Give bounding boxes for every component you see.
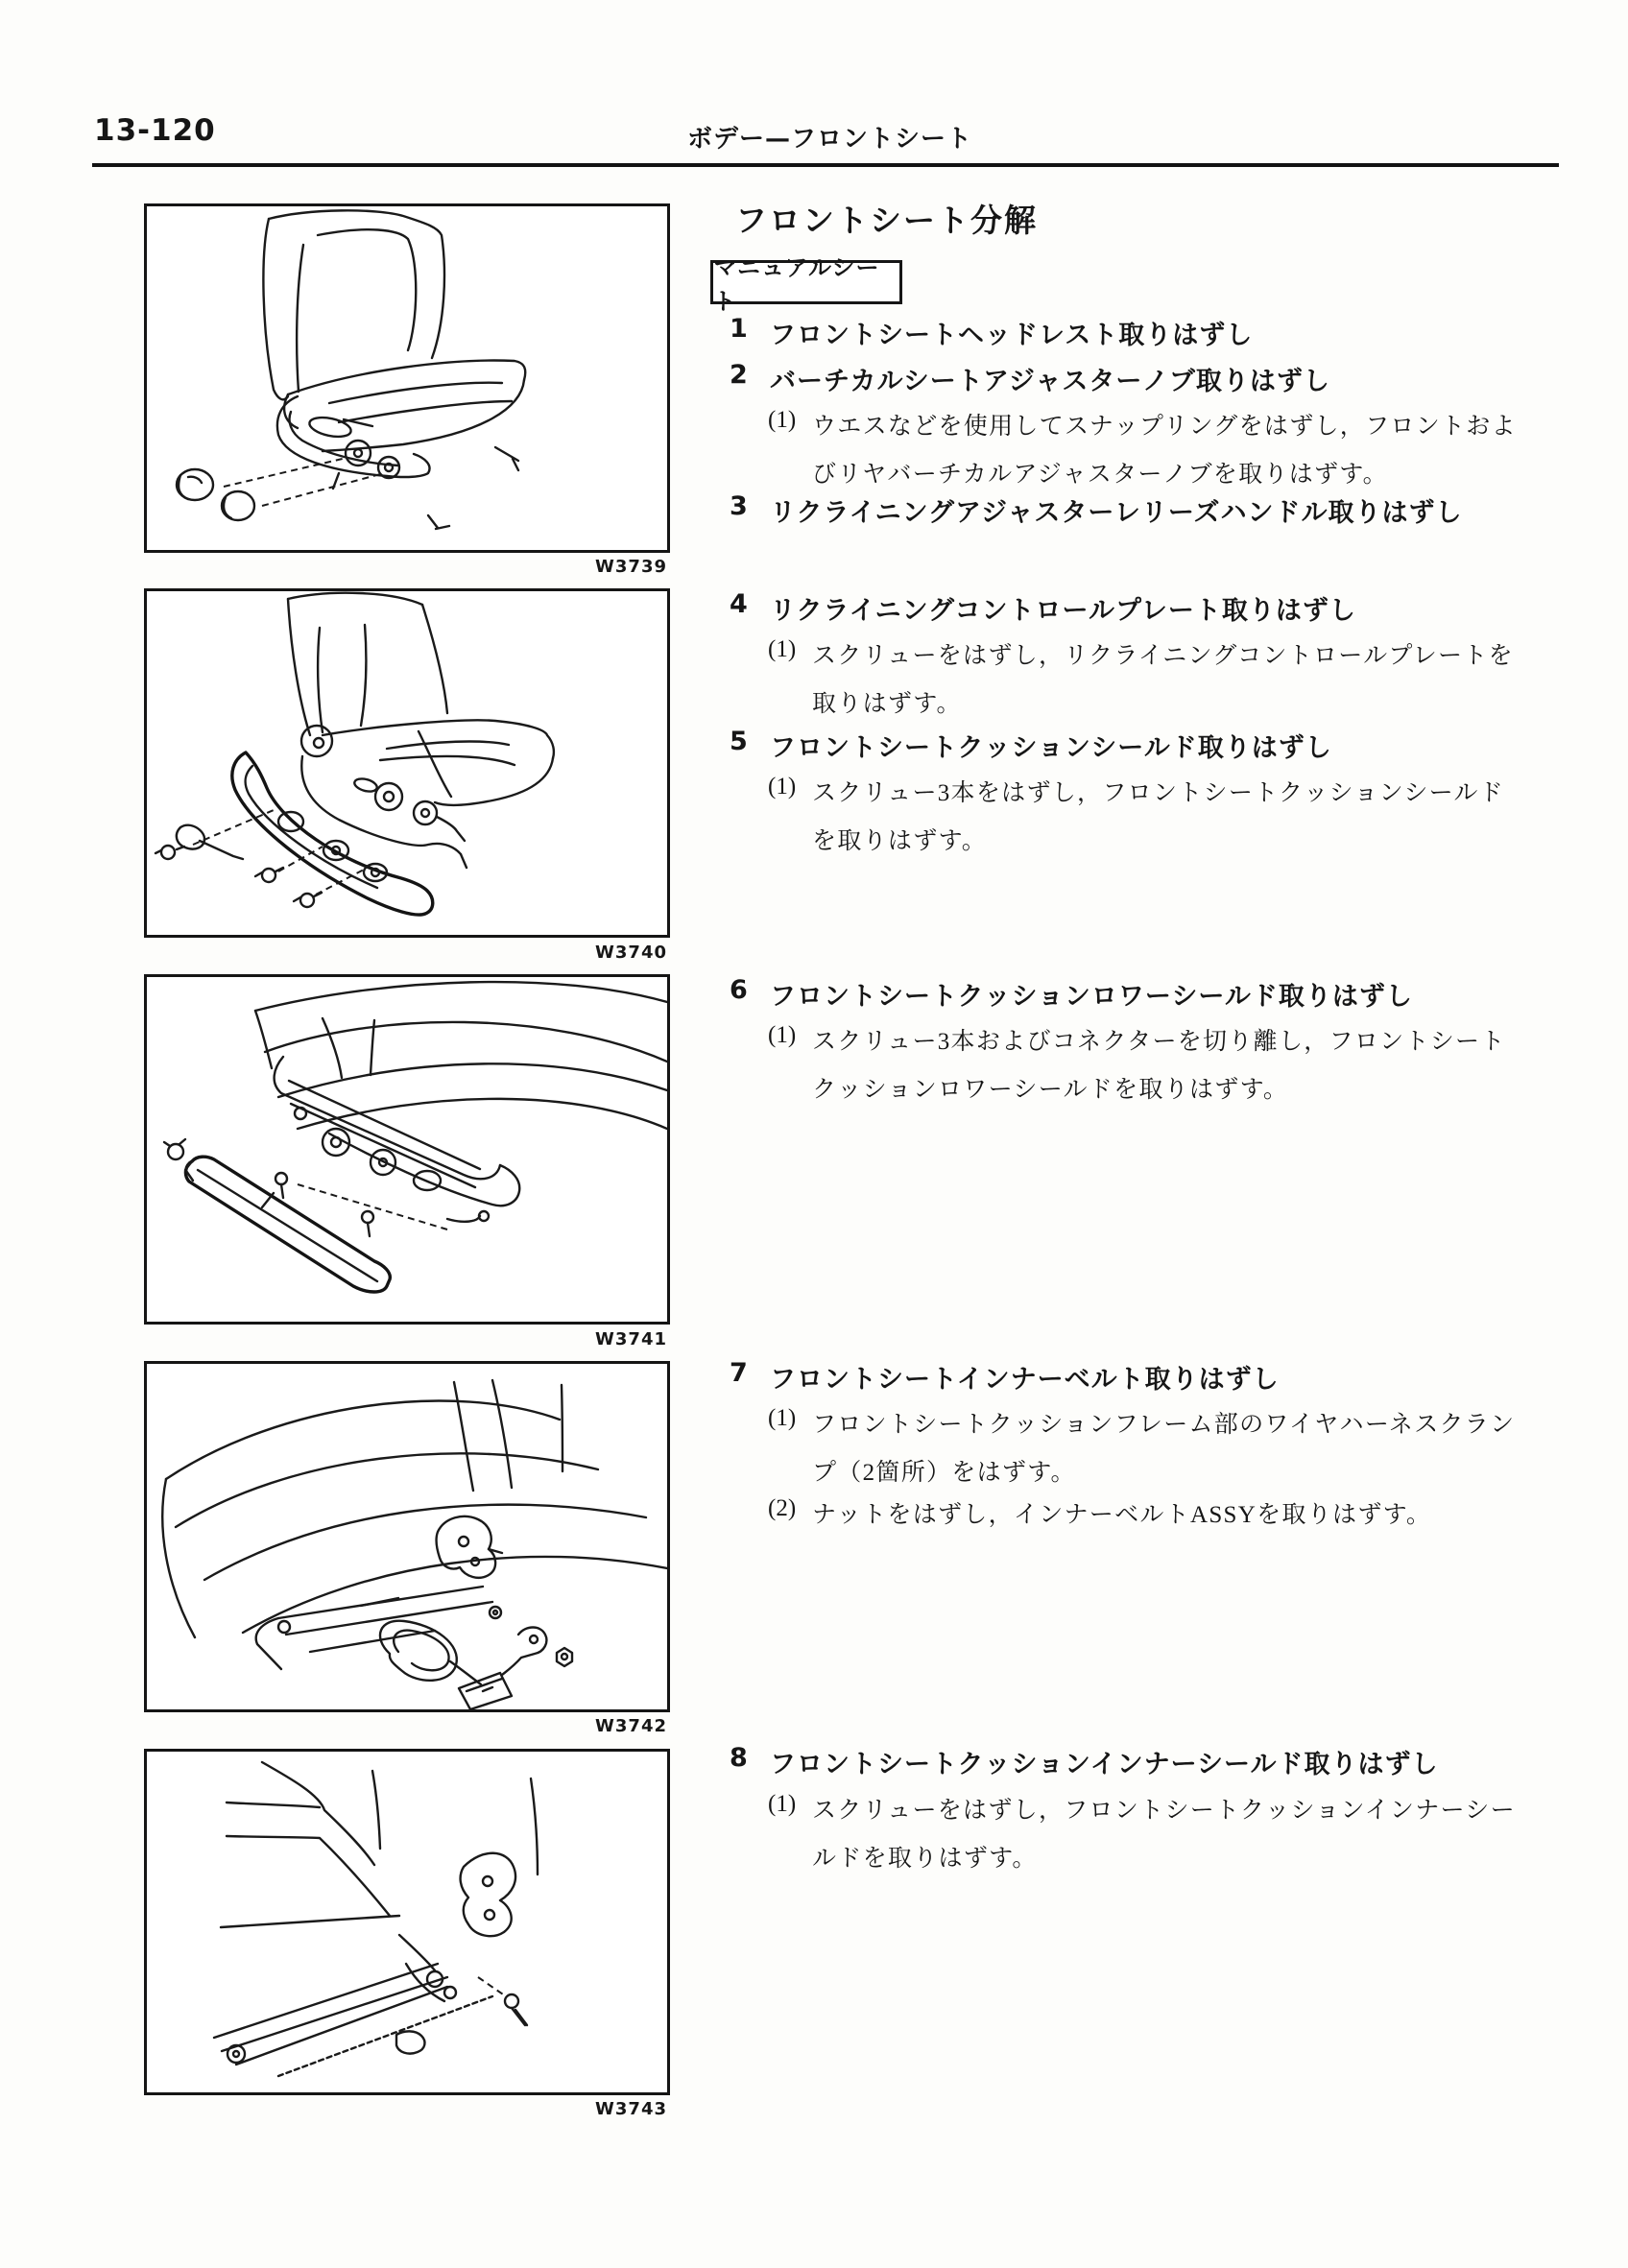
step-number: 1: [730, 314, 749, 344]
step-5-substep-1: [768, 774, 1504, 808]
figure-box-w3742: [144, 1361, 670, 1712]
figure-code: W3741: [595, 1329, 667, 1349]
step-title: リクライニングアジャスターレリーズハンドル取りはずし: [770, 498, 1463, 528]
seat-illustration-adjuster-knobs: [147, 206, 667, 550]
step-7-substep-1-cont: プ（2箇所）をはずす。: [812, 1460, 1076, 1486]
substep-label: (1): [768, 636, 797, 662]
step-number: 3: [730, 491, 749, 521]
step-2-substep-1: [768, 407, 1517, 442]
substep-text: スクリュー3本をはずし，フロントシートクッションシールド: [812, 780, 1505, 806]
substep-text: ナットをはずし，インナーベルトASSYを取りはずす。: [812, 1502, 1432, 1528]
figure-box-w3740: [144, 588, 670, 938]
figure-box-w3741: [144, 974, 670, 1325]
step-8-heading: [730, 1743, 1439, 1780]
substep-text: フロントシートクッションフレーム部のワイヤハーネスクラン: [812, 1412, 1516, 1438]
substep-label: (1): [768, 1791, 797, 1817]
step-title: リクライニングコントロールプレート取りはずし: [770, 596, 1356, 626]
seat-illustration-inner-shield: [147, 1752, 667, 2092]
step-5-substep-1-cont: を取りはずす。: [812, 828, 988, 854]
substep-text: スクリューをはずし，リクライニングコントロールプレートを: [812, 643, 1514, 669]
figure-code: W3742: [595, 1716, 667, 1736]
step-title: フロントシートクッションシールド取りはずし: [770, 733, 1332, 763]
step-7-substep-1: [768, 1405, 1515, 1440]
step-8-substep-1-cont: ルドを取りはずす。: [812, 1846, 1038, 1872]
substep-text: スクリュー3本およびコネクターを切り離し，フロントシート: [812, 1029, 1506, 1055]
step-6-heading: [730, 975, 1413, 1013]
step-3-heading: [730, 491, 1463, 529]
step-8-substep-1: [768, 1791, 1516, 1826]
page-number: 13-120: [94, 113, 216, 148]
step-number: 7: [730, 1358, 749, 1388]
figure-box-w3739: [144, 203, 670, 553]
substep-label: (2): [768, 1495, 797, 1521]
seat-illustration-inner-belt: [147, 1364, 667, 1709]
step-5-heading: [730, 727, 1332, 764]
seat-type-label: マニュアルシート: [713, 254, 880, 315]
substep-label: (1): [768, 774, 797, 800]
figure-box-w3743: [144, 1749, 670, 2095]
step-7-substep-2: [768, 1495, 1431, 1530]
step-number: 8: [730, 1743, 749, 1773]
figure-code: W3743: [595, 2099, 667, 2119]
step-number: 4: [730, 589, 749, 619]
header-rule: [92, 163, 1559, 167]
header-title: ボデー—フロントシート: [687, 125, 973, 154]
step-title: フロントシートヘッドレスト取りはずし: [770, 321, 1254, 350]
step-number: 2: [730, 360, 749, 390]
substep-label: (1): [768, 407, 797, 433]
step-4-substep-1: [768, 636, 1514, 671]
section-title: フロントシート分解: [735, 202, 1038, 239]
substep-label: (1): [768, 1405, 797, 1431]
step-title: フロントシートインナーベルト取りはずし: [770, 1365, 1280, 1395]
step-6-substep-1: [768, 1022, 1506, 1057]
step-4-heading: [730, 589, 1356, 627]
step-title: バーチカルシートアジャスターノブ取りはずし: [770, 367, 1330, 396]
step-2-heading: [730, 360, 1330, 397]
substep-text: スクリューをはずし，フロントシートクッションインナーシー: [812, 1798, 1516, 1824]
step-title: フロントシートクッションインナーシールド取りはずし: [770, 1750, 1439, 1779]
step-4-substep-1-cont: 取りはずす。: [812, 691, 962, 717]
substep-label: (1): [768, 1022, 797, 1048]
step-number: 5: [730, 727, 749, 756]
step-7-heading: [730, 1358, 1280, 1396]
figure-code: W3739: [595, 557, 667, 577]
step-number: 6: [730, 975, 749, 1005]
figure-code: W3740: [595, 943, 667, 963]
step-2-substep-1-cont: びリヤバーチカルアジャスターノブを取りはずす。: [812, 462, 1388, 488]
seat-type-box: [710, 254, 902, 315]
substep-text: ウエスなどを使用してスナップリングをはずし，フロントおよ: [812, 414, 1517, 440]
step-6-substep-1-cont: クッションロワーシールドを取りはずす。: [812, 1077, 1289, 1103]
seat-illustration-lower-shield: [147, 977, 667, 1322]
seat-illustration-cushion-shield: [147, 591, 667, 935]
step-1-heading: [730, 314, 1253, 351]
step-title: フロントシートクッションロワーシールド取りはずし: [770, 982, 1413, 1012]
